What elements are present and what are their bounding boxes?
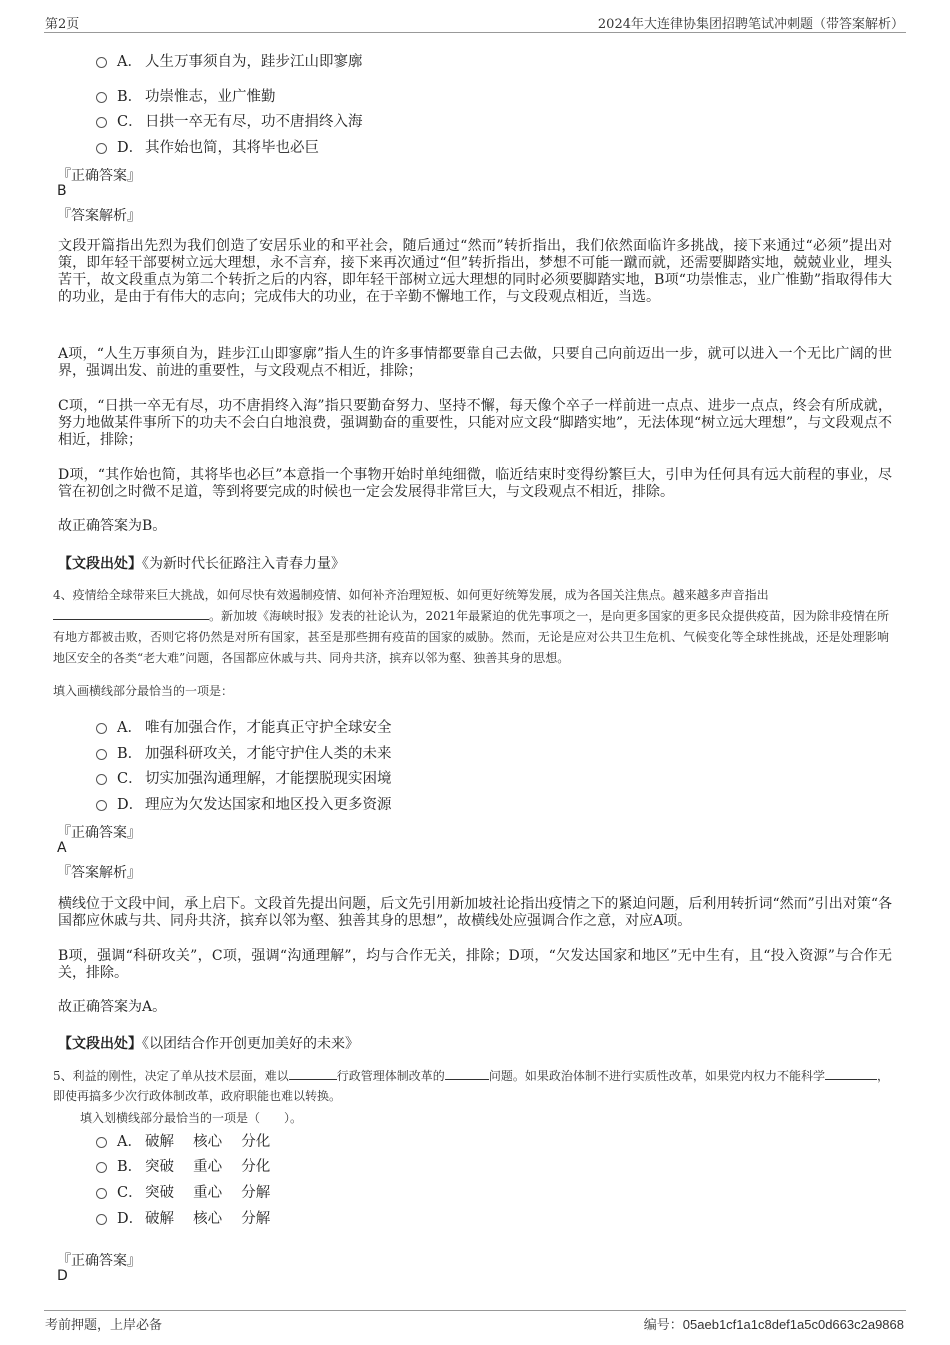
q3-option-b[interactable]: B． 功崇惟志，业广惟勤 (96, 85, 276, 106)
footer-rule (44, 1310, 906, 1311)
q3-analysis-p1: 文段开篇指出先烈为我们创造了安居乐业的和平社会，随后通过“然而”转折指出，我们依然面临许多挑战，接下来通过“必须”提出对策，即年轻干部要树立远大理想，永不言弃，接下来再次通过“但”转折指出，梦想不可能一蹴而就，还需要脚踏实地，兢兢业业，埋头苦干，故文段重点为第二个转折之后的内容，即年轻干部树立远大理想的同时必须要脚踏实地，B项“功崇惟志，业广惟勤”指取得伟大的功业，是由于有伟大的志向；完成伟大的功业，在于辛勤不懈地工作，与文段观点相近，当选。 (58, 238, 892, 305)
q4-option-c[interactable]: C． 切实加强沟通理解，才能摆脱现实困境 (96, 767, 392, 788)
radio-icon[interactable] (96, 1214, 107, 1225)
radio-icon[interactable] (96, 117, 107, 128)
document-title: 2024年大连律协集团招聘笔试冲刺题（带答案解析） (597, 17, 904, 32)
answer-blank (445, 1067, 489, 1080)
page-number: 第2页 (45, 17, 80, 32)
source-label: 【文段出处】 (58, 1036, 142, 1052)
q4-option-a[interactable]: A． 唯有加强合作，才能真正守护全球安全 (96, 716, 392, 737)
q5-option-b[interactable]: B． 突破 重心 分化 (96, 1155, 270, 1176)
q3-option-c[interactable]: C． 日拱一卒无有尽，功不唐捐终入海 (96, 110, 363, 131)
q5-stem: 5、利益的刚性，决定了单从技术层面，难以 行政管理体制改革的 问题。如果政治体制不进行实质性改革，如果党内权力不能科学 ，即使再搞多少次行政体制改革，政府职能也难以转换。 (53, 1069, 889, 1103)
footer-slogan: 考前押题，上岸必备 (45, 1318, 163, 1333)
q5-answer: D (57, 1268, 68, 1284)
q3-option-d[interactable]: D． 其作始也简，其将毕也必巨 (96, 136, 319, 157)
source-label: 【文段出处】 (58, 556, 142, 572)
q4-analysis-p2: B项，强调“科研攻关”，C项，强调“沟通理解”，均与合作无关，排除；D项，“欠发达国家和地区”无中生有，且“投入资源”与合作无关，排除。 (58, 948, 892, 981)
q3-analysis-p3: C项，“日拱一卒无有尽，功不唐捐终入海”指只要勤奋努力、坚持不懈，每天像个卒子一样前进一点点、进步一点点，终会有所成就，努力地做某件事所下的功夫不会白白地浪费，强调勤奋的重要性，只能对应文段“脚踏实地”，无法体现“树立远大理想”，与文段观点不相近，排除； (58, 398, 892, 448)
answer-blank (53, 607, 209, 620)
q3-analysis-p4: D项，“其作始也简，其将毕也必巨”本意指一个事物开始时单纯细微，临近结束时变得纷繁巨大，引申为任何具有远大前程的事业，尽管在初创之时微不足道，等到将要完成的时候也一定会发展得非常巨大，与文段观点不相近，排除。 (58, 467, 892, 500)
source-title: 《为新时代长征路注入青春力量》 (142, 556, 345, 572)
source-title: 《以团结合作开创更加美好的未来》 (142, 1036, 359, 1052)
q4-stem: 4、疫情给全球带来巨大挑战，如何尽快有效遏制疫情、如何补齐治理短板、如何更好统筹发展，成为各国关注焦点。越来越多声音指出 。新加坡《海峡时报》发表的社论认为，2021年最紧迫的优先事项之一，是向更多国家的更多民众提供疫苗，因为除非疫情在所有地方都被击败，否则它将仍然是对所有国家，甚至是那些拥有疫苗的国家的威胁。然而，无论是应对公共卫生危机、气候变化等全球性挑战，还是处理影响地区安全的各类“老大难”问题，各国都应休戚与共、同舟共济，摈弃以邻为壑、独善其身的思想。 (53, 588, 889, 665)
q4-answer: A (57, 840, 67, 856)
q3-source (58, 553, 345, 573)
q4-source (58, 1033, 359, 1053)
q5-prompt: 填入划横线部分最恰当的一项是（ ）。 (80, 1111, 303, 1125)
radio-icon[interactable] (96, 1188, 107, 1199)
q3-analysis-p2: A项，“人生万事须自为，跬步江山即寥廓”指人生的许多事情都要靠自己去做，只要自己向前迈出一步，就可以进入一个无比广阔的世界，强调出发、前进的重要性，与文段观点不相近，排除； (58, 346, 892, 379)
q5-option-d[interactable]: D． 破解 核心 分解 (96, 1207, 270, 1228)
radio-icon[interactable] (96, 143, 107, 154)
radio-icon[interactable] (96, 57, 107, 68)
q4-answer-label: 『正确答案』 (57, 825, 141, 841)
q4-analysis-p1: 横线位于文段中间，承上启下。文段首先提出问题，后文先引用新加坡社论指出疫情之下的紧迫问题，后利用转折词“然而”引出对策“各国都应休戚与共、同舟共济，摈弃以邻为壑、独善其身的思想”，故横线处应强调合作之意，对应A项。 (58, 896, 892, 929)
radio-icon[interactable] (96, 1162, 107, 1173)
q4-option-b[interactable]: B． 加强科研攻关，才能守护住人类的未来 (96, 742, 392, 763)
q4-option-d[interactable]: D． 理应为欠发达国家和地区投入更多资源 (96, 793, 392, 814)
header-rule (44, 32, 906, 33)
document-code: 编号：05aeb1cf1a1c8def1a5c0d663c2a9868 (643, 1317, 904, 1333)
q5-option-a[interactable]: A． 破解 核心 分化 (96, 1130, 270, 1151)
radio-icon[interactable] (96, 723, 107, 734)
q3-answer: B (57, 183, 67, 199)
q4-analysis-p3: 故正确答案为A。 (58, 999, 167, 1015)
q5-option-c[interactable]: C． 突破 重心 分解 (96, 1181, 270, 1202)
radio-icon[interactable] (96, 92, 107, 103)
q3-option-a[interactable]: A． 人生万事须自为，跬步江山即寥廓 (96, 50, 363, 71)
q3-analysis-label: 『答案解析』 (57, 208, 141, 224)
radio-icon[interactable] (96, 800, 107, 811)
q4-analysis-label: 『答案解析』 (57, 865, 141, 881)
q3-analysis-p5: 故正确答案为B。 (58, 518, 167, 534)
q3-answer-label: 『正确答案』 (57, 168, 141, 184)
radio-icon[interactable] (96, 1137, 107, 1148)
radio-icon[interactable] (96, 749, 107, 760)
radio-icon[interactable] (96, 774, 107, 785)
answer-blank (825, 1067, 877, 1080)
q5-answer-label: 『正确答案』 (57, 1253, 141, 1269)
q4-prompt: 填入画横线部分最恰当的一项是： (53, 684, 234, 698)
answer-blank (289, 1067, 337, 1080)
